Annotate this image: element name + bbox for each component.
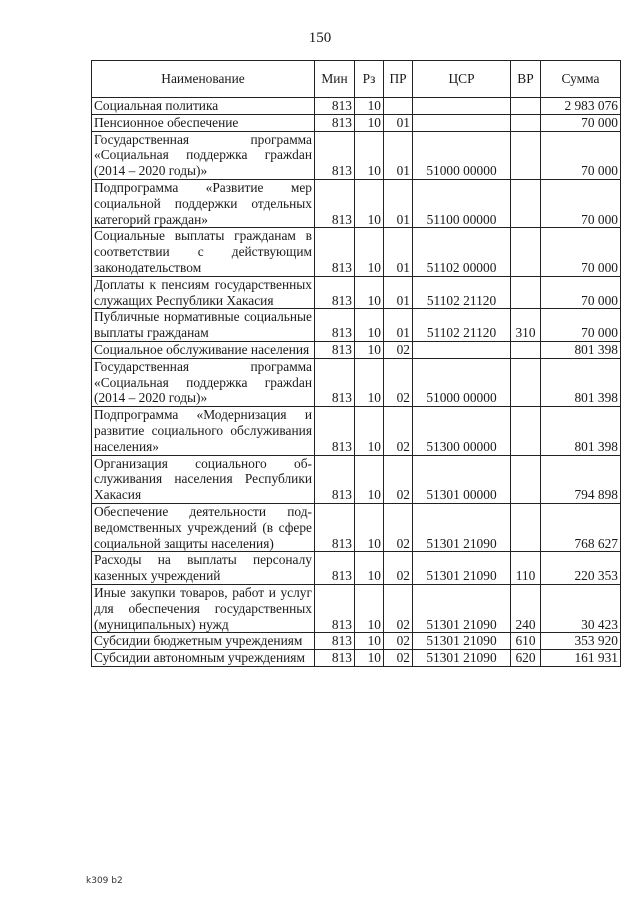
row-sum-cell: 70 000 bbox=[541, 309, 621, 342]
row-min-cell: 813 bbox=[315, 131, 355, 179]
table-row bbox=[92, 228, 621, 276]
row-pr-cell: 01 bbox=[384, 131, 413, 179]
row-pr-cell: 01 bbox=[384, 114, 413, 131]
row-pr-cell: 01 bbox=[384, 228, 413, 276]
row-rz-cell: 10 bbox=[355, 228, 384, 276]
footer-code: k309 b2 bbox=[86, 876, 123, 886]
row-sum-cell: 353 920 bbox=[541, 633, 621, 650]
row-vr-cell bbox=[511, 98, 541, 115]
row-pr-cell: 02 bbox=[384, 455, 413, 503]
row-pr-cell: 02 bbox=[384, 358, 413, 406]
row-vr-cell bbox=[511, 276, 541, 309]
row-rz-cell: 10 bbox=[355, 276, 384, 309]
table-body bbox=[92, 98, 621, 667]
row-rz-cell: 10 bbox=[355, 407, 384, 455]
table-row bbox=[92, 407, 621, 455]
row-sum-cell: 70 000 bbox=[541, 131, 621, 179]
table-row bbox=[92, 584, 621, 632]
row-rz-cell: 10 bbox=[355, 633, 384, 650]
row-vr-cell bbox=[511, 341, 541, 358]
row-csr-cell: 51301 21090 bbox=[413, 650, 511, 667]
table-row bbox=[92, 341, 621, 358]
row-vr-cell bbox=[511, 358, 541, 406]
row-rz-cell: 10 bbox=[355, 552, 384, 585]
row-rz-cell: 10 bbox=[355, 98, 384, 115]
table-row bbox=[92, 98, 621, 115]
row-sum-cell: 801 398 bbox=[541, 407, 621, 455]
row-vr-cell bbox=[511, 455, 541, 503]
row-csr-cell bbox=[413, 341, 511, 358]
row-sum-cell: 794 898 bbox=[541, 455, 621, 503]
row-vr-cell: 620 bbox=[511, 650, 541, 667]
row-min-cell: 813 bbox=[315, 179, 355, 227]
row-sum-cell: 801 398 bbox=[541, 358, 621, 406]
row-name-cell: Социальная политика bbox=[92, 98, 315, 115]
row-csr-cell: 51301 21090 bbox=[413, 633, 511, 650]
row-min-cell: 813 bbox=[315, 455, 355, 503]
table-row bbox=[92, 633, 621, 650]
row-pr-cell: 02 bbox=[384, 407, 413, 455]
row-min-cell: 813 bbox=[315, 633, 355, 650]
row-sum-cell: 220 353 bbox=[541, 552, 621, 585]
row-sum-cell: 70 000 bbox=[541, 228, 621, 276]
row-rz-cell: 10 bbox=[355, 309, 384, 342]
row-name-cell: Подпрограмма «Модернизация и развитие социального обслуживания населения» bbox=[92, 407, 315, 455]
row-pr-cell: 02 bbox=[384, 584, 413, 632]
row-pr-cell bbox=[384, 98, 413, 115]
row-name-cell: Организация социального обслуживания населения Республики Хакасия bbox=[92, 455, 315, 503]
row-csr-cell: 51102 21120 bbox=[413, 309, 511, 342]
table-row bbox=[92, 179, 621, 227]
row-name-cell: Субсидии автономным учреждениям bbox=[92, 650, 315, 667]
row-sum-cell: 801 398 bbox=[541, 341, 621, 358]
row-rz-cell: 10 bbox=[355, 584, 384, 632]
row-vr-cell bbox=[511, 131, 541, 179]
row-sum-cell: 2 983 076 bbox=[541, 98, 621, 115]
row-pr-cell: 02 bbox=[384, 552, 413, 585]
row-pr-cell: 02 bbox=[384, 650, 413, 667]
row-rz-cell: 10 bbox=[355, 650, 384, 667]
header-pr: ПР bbox=[384, 61, 413, 98]
row-csr-cell: 51102 21120 bbox=[413, 276, 511, 309]
row-pr-cell: 01 bbox=[384, 179, 413, 227]
table-row bbox=[92, 358, 621, 406]
header-sum: Сумма bbox=[541, 61, 621, 98]
row-rz-cell: 10 bbox=[355, 131, 384, 179]
row-name-cell: Доплаты к пенсиям государственных служащих Республики Хакасия bbox=[92, 276, 315, 309]
row-name-cell: Социальные выплаты гражданам в соответствии с действующим законодательством bbox=[92, 228, 315, 276]
table-row bbox=[92, 455, 621, 503]
row-sum-cell: 768 627 bbox=[541, 503, 621, 551]
row-pr-cell: 02 bbox=[384, 503, 413, 551]
header-vr: ВР bbox=[511, 61, 541, 98]
table-row bbox=[92, 131, 621, 179]
row-csr-cell: 51301 21090 bbox=[413, 503, 511, 551]
table-row bbox=[92, 309, 621, 342]
row-sum-cell: 161 931 bbox=[541, 650, 621, 667]
header-name: Наименование bbox=[92, 61, 315, 98]
row-pr-cell: 01 bbox=[384, 276, 413, 309]
table-row bbox=[92, 650, 621, 667]
row-csr-cell: 51100 00000 bbox=[413, 179, 511, 227]
row-vr-cell bbox=[511, 228, 541, 276]
row-name-cell: Подпрограмма «Развитие мер социальной поддержки отдельных категорий граждан» bbox=[92, 179, 315, 227]
table-row bbox=[92, 552, 621, 585]
row-min-cell: 813 bbox=[315, 503, 355, 551]
row-csr-cell: 51301 00000 bbox=[413, 455, 511, 503]
row-csr-cell: 51000 00000 bbox=[413, 131, 511, 179]
row-vr-cell bbox=[511, 179, 541, 227]
row-sum-cell: 70 000 bbox=[541, 276, 621, 309]
row-rz-cell: 10 bbox=[355, 455, 384, 503]
row-rz-cell: 10 bbox=[355, 179, 384, 227]
row-min-cell: 813 bbox=[315, 358, 355, 406]
row-name-cell: Государственная программа «Социальная поддержка гражdан (2014 – 2020 годы)» bbox=[92, 131, 315, 179]
row-csr-cell: 51000 00000 bbox=[413, 358, 511, 406]
row-csr-cell: 51301 21090 bbox=[413, 584, 511, 632]
row-csr-cell bbox=[413, 114, 511, 131]
row-pr-cell: 02 bbox=[384, 633, 413, 650]
row-pr-cell: 01 bbox=[384, 309, 413, 342]
row-min-cell: 813 bbox=[315, 650, 355, 667]
row-pr-cell: 02 bbox=[384, 341, 413, 358]
table-row bbox=[92, 503, 621, 551]
row-min-cell: 813 bbox=[315, 114, 355, 131]
row-vr-cell: 310 bbox=[511, 309, 541, 342]
row-name-cell: Социальное обслуживание населения bbox=[92, 341, 315, 358]
table-row bbox=[92, 114, 621, 131]
row-name-cell: Публичные нормативные социальные выплаты гражданам bbox=[92, 309, 315, 342]
row-csr-cell: 51301 21090 bbox=[413, 552, 511, 585]
row-sum-cell: 30 423 bbox=[541, 584, 621, 632]
row-min-cell: 813 bbox=[315, 276, 355, 309]
row-vr-cell bbox=[511, 503, 541, 551]
row-min-cell: 813 bbox=[315, 228, 355, 276]
budget-table bbox=[91, 60, 621, 667]
row-min-cell: 813 bbox=[315, 341, 355, 358]
row-name-cell: Расходы на выплаты персоналу казенных учреждений bbox=[92, 552, 315, 585]
row-name-cell: Пенсионное обеспечение bbox=[92, 114, 315, 131]
row-min-cell: 813 bbox=[315, 552, 355, 585]
row-csr-cell bbox=[413, 98, 511, 115]
row-vr-cell: 110 bbox=[511, 552, 541, 585]
header-min: Мин bbox=[315, 61, 355, 98]
header-rz: Рз bbox=[355, 61, 384, 98]
row-vr-cell bbox=[511, 114, 541, 131]
header-csr: ЦСР bbox=[413, 61, 511, 98]
row-csr-cell: 51102 00000 bbox=[413, 228, 511, 276]
row-rz-cell: 10 bbox=[355, 341, 384, 358]
row-rz-cell: 10 bbox=[355, 114, 384, 131]
row-min-cell: 813 bbox=[315, 309, 355, 342]
row-rz-cell: 10 bbox=[355, 358, 384, 406]
table-header-row bbox=[92, 61, 621, 98]
row-vr-cell bbox=[511, 407, 541, 455]
row-vr-cell: 240 bbox=[511, 584, 541, 632]
row-name-cell: Государственная программа «Социальная поддержка гражdан (2014 – 2020 годы)» bbox=[92, 358, 315, 406]
row-sum-cell: 70 000 bbox=[541, 114, 621, 131]
row-min-cell: 813 bbox=[315, 98, 355, 115]
table-row bbox=[92, 276, 621, 309]
row-sum-cell: 70 000 bbox=[541, 179, 621, 227]
row-name-cell: Обеспечение деятельности подведомственных учреждений (в сфере социальной защиты населения) bbox=[92, 503, 315, 551]
row-name-cell: Субсидии бюджетным учреждениям bbox=[92, 633, 315, 650]
page-number: 150 bbox=[308, 30, 332, 46]
row-min-cell: 813 bbox=[315, 584, 355, 632]
row-name-cell: Иные закупки товаров, работ и услуг для обеспечения государственных (муниципальных) нужд bbox=[92, 584, 315, 632]
row-min-cell: 813 bbox=[315, 407, 355, 455]
row-vr-cell: 610 bbox=[511, 633, 541, 650]
row-rz-cell: 10 bbox=[355, 503, 384, 551]
row-csr-cell: 51300 00000 bbox=[413, 407, 511, 455]
